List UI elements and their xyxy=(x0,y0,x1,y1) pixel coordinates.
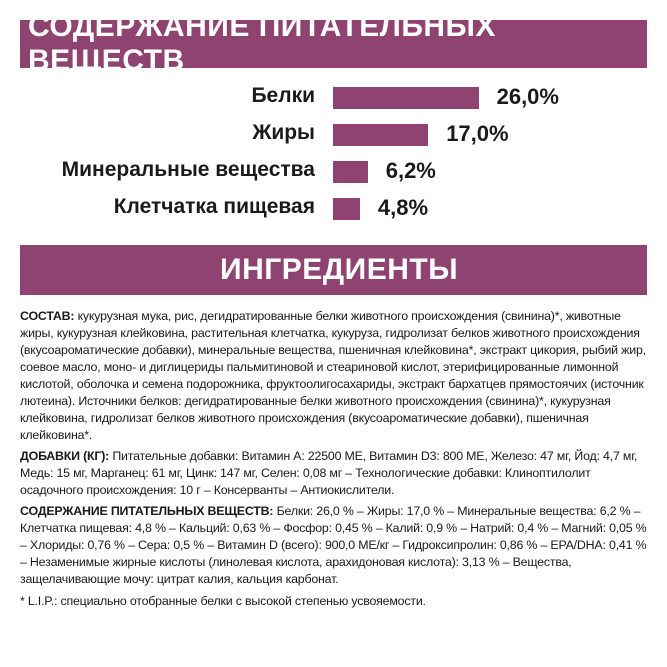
category-label: Белки xyxy=(251,84,315,107)
additives-paragraph xyxy=(20,448,650,499)
nutrients-header xyxy=(20,10,647,77)
value-label: 26,0% xyxy=(496,84,559,109)
category-label: Минеральные вещества xyxy=(61,158,315,181)
value-label: 6,2% xyxy=(385,158,436,183)
ingredients-header xyxy=(20,245,647,295)
chart-row xyxy=(0,84,667,111)
chart-row xyxy=(0,121,667,148)
bar xyxy=(333,198,360,220)
chart-row xyxy=(0,158,667,185)
ingredients-title: ИНГРЕДИЕНТЫ xyxy=(220,253,459,286)
nutrients-paragraph xyxy=(20,503,650,588)
bar xyxy=(333,161,368,183)
nutrients-text: Белки: 26,0 % – Жиры: 17,0 % – Минеральные вещества: 6,2 % – Клетчатка пищевая: 4,8 % – Кальций: 0,63 % – Фосфор: 0,45 % – Калий: 0,9 % – Натрий: 0,4 % – Магний: 0,05 % – Хлориды: 0,76 % – Сера: 0,5 % – Витамин D (всего): 900,0 МЕ/кг – Гидроксипролин: 0,86 % – EPA/DHA: 0,41 % – Незаменимые жирные кислоты (линолевая кислота, арахидоновая кислота): 3,13 % – Вещества, защелачивающие мочу: цитрат калия, кальция карбонат. xyxy=(20,504,647,586)
additives-text: Питательные добавки: Витамин A: 22500 МЕ, Витамин D3: 800 МЕ, Железо: 47 мг, Йод: 4,7 мг, Медь: 15 мг, Марганец: 61 мг, Цинк: 147 мг, Селен: 0,08 мг – Технологические добавки: Клиноптилолит осадочного происхождения: 10 г – Консерванты – Антиокислители. xyxy=(20,449,638,497)
nutrients-title: СОДЕРЖАНИЕ ПИТАТЕЛЬНЫХ ВЕЩЕСТВ xyxy=(28,10,496,77)
chart-row xyxy=(0,195,667,222)
bar xyxy=(333,87,479,109)
composition-label: СОСТАВ: xyxy=(20,309,75,323)
value-label: 4,8% xyxy=(377,195,429,220)
nutrients-label: СОДЕРЖАНИЕ ПИТАТЕЛЬНЫХ ВЕЩЕСТВ: xyxy=(20,504,274,518)
footnote: * L.I.P.: специально отобранные белки с высокой степенью усвояемости. xyxy=(20,594,426,608)
additives-label: ДОБАВКИ (КГ): xyxy=(20,449,110,463)
category-label: Клетчатка пищевая xyxy=(113,195,315,218)
composition-text: кукурузная мука, рис, дегидратированные белки животного происхождения (свинина)*, животные жиры, кукурузная клейковина, растительная клетчатка, кукуруза, гидролизат белков животного происхождения (вкусоароматические добавки), минеральные вещества, пшеничная клейковина*, экстракт цикория, рыбий жир, соевое масло, моно- и диглицериды пальмитиновой и стеариновой кислот, этерифицированные лимонной кислотой, оболочка и семена подорожника, фруктоолигосахариды, экстракт бархатцев прямостоячих (источник лютеина). Источники белков: дегидратированные белки животного происхождения (свинина)*, кукурузная клейковина, гидролизат белков животного происхождения (вкусоароматические добавки), пшеничная клейковина*. xyxy=(20,309,646,442)
bar xyxy=(333,124,428,146)
category-label: Жиры xyxy=(252,121,315,144)
value-label: 17,0% xyxy=(446,121,509,146)
composition-paragraph xyxy=(20,308,650,444)
